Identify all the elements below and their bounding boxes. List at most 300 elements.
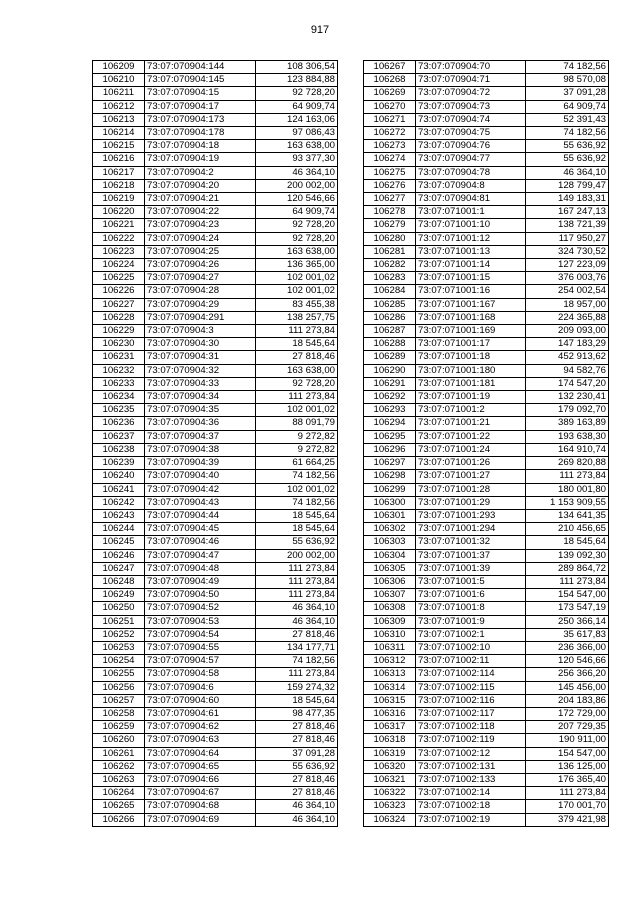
cadastral-number: 73:07:070904:45 [145, 523, 256, 536]
table-row [93, 311, 338, 324]
table-row [364, 602, 609, 615]
table-row [364, 245, 609, 258]
cadastral-value: 173 547,19 [526, 602, 609, 615]
cadastral-number: 73:07:070904:55 [145, 641, 256, 654]
cadastral-value: 139 092,30 [526, 549, 609, 562]
cadastral-value: 111 273,84 [256, 325, 338, 338]
cadastral-number: 73:07:071001:169 [416, 325, 526, 338]
cadastral-value: 127 223,09 [526, 259, 609, 272]
cadastral-number: 73:07:070904:61 [145, 707, 256, 720]
table-row [364, 430, 609, 443]
table-row [93, 668, 338, 681]
row-number: 106228 [93, 311, 145, 324]
cadastral-number: 73:07:071001:18 [416, 351, 526, 364]
cadastral-value: 193 638,30 [526, 430, 609, 443]
table-row [93, 417, 338, 430]
table-row [364, 536, 609, 549]
table-row [364, 179, 609, 192]
row-number: 106280 [364, 232, 416, 245]
cadastral-number: 73:07:070904:52 [145, 602, 256, 615]
cadastral-value: 98 477,35 [256, 707, 338, 720]
cadastral-value: 9 272,82 [256, 443, 338, 456]
cadastral-number: 73:07:071001:37 [416, 549, 526, 562]
cadastral-number: 73:07:070904:18 [145, 140, 256, 153]
cadastral-number: 73:07:070904:66 [145, 773, 256, 786]
row-number: 106281 [364, 245, 416, 258]
table-row [93, 391, 338, 404]
row-number: 106261 [93, 747, 145, 760]
row-number: 106291 [364, 377, 416, 390]
row-number: 106236 [93, 417, 145, 430]
table-row [364, 377, 609, 390]
cadastral-value: 136 365,00 [256, 259, 338, 272]
cadastral-value: 123 884,88 [256, 74, 338, 87]
cadastral-value: 64 909,74 [526, 100, 609, 113]
table-row [364, 351, 609, 364]
cadastral-number: 73:07:071001:29 [416, 496, 526, 509]
cadastral-number: 73:07:070904:291 [145, 311, 256, 324]
cadastral-value: 164 910,74 [526, 443, 609, 456]
table-row [93, 615, 338, 628]
row-number: 106294 [364, 417, 416, 430]
row-number: 106270 [364, 100, 416, 113]
table-row [93, 166, 338, 179]
cadastral-value: 163 638,00 [256, 245, 338, 258]
cadastral-number: 73:07:070904:47 [145, 549, 256, 562]
cadastral-number: 73:07:070904:58 [145, 668, 256, 681]
table-row [93, 575, 338, 588]
cadastral-number: 73:07:071001:28 [416, 483, 526, 496]
row-number: 106229 [93, 325, 145, 338]
table-row [364, 707, 609, 720]
row-number: 106283 [364, 272, 416, 285]
cadastral-number: 73:07:070904:64 [145, 747, 256, 760]
row-number: 106222 [93, 232, 145, 245]
cadastral-number: 73:07:070904:77 [416, 153, 526, 166]
cadastral-value: 138 721,39 [526, 219, 609, 232]
row-number: 106309 [364, 615, 416, 628]
row-number: 106260 [93, 734, 145, 747]
cadastral-value: 18 957,00 [526, 298, 609, 311]
row-number: 106312 [364, 655, 416, 668]
cadastral-number: 73:07:070904:63 [145, 734, 256, 747]
row-number: 106282 [364, 259, 416, 272]
cadastral-number: 73:07:070904:35 [145, 404, 256, 417]
cadastral-number: 73:07:070904:50 [145, 589, 256, 602]
table-row [364, 681, 609, 694]
cadastral-value: 94 582,76 [526, 364, 609, 377]
cadastral-number: 73:07:070904:26 [145, 259, 256, 272]
cadastral-value: 46 364,10 [256, 166, 338, 179]
page-number: 917 [310, 24, 330, 36]
table-row [364, 325, 609, 338]
cadastral-number: 73:07:070904:30 [145, 338, 256, 351]
table-row [93, 602, 338, 615]
cadastral-number: 73:07:070904:69 [145, 813, 256, 826]
cadastral-value: 55 636,92 [256, 536, 338, 549]
row-number: 106304 [364, 549, 416, 562]
cadastral-number: 73:07:070904:76 [416, 140, 526, 153]
row-number: 106246 [93, 549, 145, 562]
cadastral-value: 250 366,14 [526, 615, 609, 628]
cadastral-value: 46 364,10 [256, 615, 338, 628]
table-row [364, 140, 609, 153]
cadastral-value: 74 182,56 [256, 496, 338, 509]
cadastral-value: 46 364,10 [526, 166, 609, 179]
table-row [93, 127, 338, 140]
cadastral-value: 170 001,70 [526, 800, 609, 813]
cadastral-number: 73:07:070904:62 [145, 721, 256, 734]
cadastral-value: 159 274,32 [256, 681, 338, 694]
cadastral-number: 73:07:070904:78 [416, 166, 526, 179]
cadastral-number: 73:07:071002:133 [416, 773, 526, 786]
row-number: 106221 [93, 219, 145, 232]
row-number: 106227 [93, 298, 145, 311]
table-row [364, 404, 609, 417]
table-row [364, 206, 609, 219]
cadastral-number: 73:07:071001:39 [416, 562, 526, 575]
cadastral-number: 73:07:070904:23 [145, 219, 256, 232]
cadastral-value: 18 545,64 [256, 509, 338, 522]
cadastral-value: 379 421,98 [526, 813, 609, 826]
row-number: 106289 [364, 351, 416, 364]
cadastral-value: 124 163,06 [256, 113, 338, 126]
row-number: 106242 [93, 496, 145, 509]
cadastral-value: 102 001,02 [256, 272, 338, 285]
table-row [93, 259, 338, 272]
table-row [364, 628, 609, 641]
cadastral-number: 73:07:071001:19 [416, 391, 526, 404]
cadastral-value: 147 183,29 [526, 338, 609, 351]
cadastral-value: 149 183,31 [526, 193, 609, 206]
row-number: 106292 [364, 391, 416, 404]
table-row [364, 747, 609, 760]
cadastral-value: 209 093,00 [526, 325, 609, 338]
table-row [93, 549, 338, 562]
table-row [364, 87, 609, 100]
cadastral-value: 111 273,84 [526, 787, 609, 800]
table-row [364, 470, 609, 483]
table-row [364, 298, 609, 311]
cadastral-number: 73:07:070904:33 [145, 377, 256, 390]
row-number: 106234 [93, 391, 145, 404]
table-row [93, 747, 338, 760]
cadastral-number: 73:07:070904:29 [145, 298, 256, 311]
cadastral-value: 120 546,66 [526, 655, 609, 668]
cadastral-number: 73:07:070904:21 [145, 193, 256, 206]
cadastral-number: 73:07:071001:1 [416, 206, 526, 219]
cadastral-number: 73:07:071002:18 [416, 800, 526, 813]
table-row [93, 589, 338, 602]
row-number: 106233 [93, 377, 145, 390]
cadastral-number: 73:07:070904:53 [145, 615, 256, 628]
row-number: 106258 [93, 707, 145, 720]
cadastral-number: 73:07:071001:9 [416, 615, 526, 628]
row-number: 106277 [364, 193, 416, 206]
cadastral-number: 73:07:070904:144 [145, 61, 256, 74]
row-number: 106266 [93, 813, 145, 826]
row-number: 106317 [364, 721, 416, 734]
row-number: 106259 [93, 721, 145, 734]
table-row [93, 272, 338, 285]
row-number: 106279 [364, 219, 416, 232]
table-row [93, 113, 338, 126]
cadastral-value: 18 545,64 [526, 536, 609, 549]
cadastral-number: 73:07:071001:14 [416, 259, 526, 272]
left-table-body [93, 61, 338, 827]
row-number: 106248 [93, 575, 145, 588]
row-number: 106216 [93, 153, 145, 166]
row-number: 106238 [93, 443, 145, 456]
table-row [93, 641, 338, 654]
row-number: 106230 [93, 338, 145, 351]
cadastral-value: 269 820,88 [526, 457, 609, 470]
cadastral-value: 27 818,46 [256, 721, 338, 734]
table-row [93, 325, 338, 338]
cadastral-number: 73:07:070904:8 [416, 179, 526, 192]
cadastral-value: 46 364,10 [256, 602, 338, 615]
cadastral-value: 389 163,89 [526, 417, 609, 430]
cadastral-number: 73:07:070904:6 [145, 681, 256, 694]
row-number: 106269 [364, 87, 416, 100]
table-row [93, 351, 338, 364]
table-row [93, 298, 338, 311]
cadastral-value: 376 003,76 [526, 272, 609, 285]
row-number: 106297 [364, 457, 416, 470]
row-number: 106314 [364, 681, 416, 694]
cadastral-value: 128 799,47 [526, 179, 609, 192]
cadastral-number: 73:07:070904:40 [145, 470, 256, 483]
cadastral-number: 73:07:070904:31 [145, 351, 256, 364]
cadastral-value: 37 091,28 [526, 87, 609, 100]
table-row [93, 523, 338, 536]
cadastral-value: 93 377,30 [256, 153, 338, 166]
table-row [364, 391, 609, 404]
row-number: 106299 [364, 483, 416, 496]
row-number: 106310 [364, 628, 416, 641]
cadastral-number: 73:07:071001:168 [416, 311, 526, 324]
table-row [93, 430, 338, 443]
table-row [364, 232, 609, 245]
cadastral-value: 117 950,27 [526, 232, 609, 245]
table-row [364, 443, 609, 456]
cadastral-value: 163 638,00 [256, 140, 338, 153]
table-row [93, 787, 338, 800]
cadastral-value: 132 230,41 [526, 391, 609, 404]
row-number: 106251 [93, 615, 145, 628]
cadastral-value: 98 570,08 [526, 74, 609, 87]
row-number: 106239 [93, 457, 145, 470]
cadastral-number: 73:07:070904:178 [145, 127, 256, 140]
cadastral-number: 73:07:070904:71 [416, 74, 526, 87]
cadastral-value: 46 364,10 [256, 813, 338, 826]
cadastral-number: 73:07:070904:75 [416, 127, 526, 140]
table-row [93, 364, 338, 377]
cadastral-number: 73:07:071001:24 [416, 443, 526, 456]
row-number: 106237 [93, 430, 145, 443]
table-row [93, 219, 338, 232]
cadastral-value: 55 636,92 [256, 760, 338, 773]
cadastral-value: 179 092,70 [526, 404, 609, 417]
cadastral-number: 73:07:071001:22 [416, 430, 526, 443]
cadastral-number: 73:07:070904:72 [416, 87, 526, 100]
table-row [93, 179, 338, 192]
row-number: 106300 [364, 496, 416, 509]
cadastral-value: 92 728,20 [256, 87, 338, 100]
cadastral-number: 73:07:070904:49 [145, 575, 256, 588]
cadastral-value: 111 273,84 [526, 575, 609, 588]
row-number: 106307 [364, 589, 416, 602]
cadastral-number: 73:07:071002:118 [416, 721, 526, 734]
table-row [364, 509, 609, 522]
right-table [363, 60, 609, 827]
row-number: 106295 [364, 430, 416, 443]
table-row [93, 496, 338, 509]
row-number: 106284 [364, 285, 416, 298]
table-row [364, 153, 609, 166]
row-number: 106210 [93, 74, 145, 87]
table-row [364, 813, 609, 826]
cadastral-value: 180 001,80 [526, 483, 609, 496]
cadastral-number: 73:07:070904:57 [145, 655, 256, 668]
row-number: 106257 [93, 694, 145, 707]
cadastral-number: 73:07:071002:131 [416, 760, 526, 773]
cadastral-value: 61 664,25 [256, 457, 338, 470]
table-row [364, 615, 609, 628]
row-number: 106220 [93, 206, 145, 219]
row-number: 106211 [93, 87, 145, 100]
row-number: 106262 [93, 760, 145, 773]
cadastral-number: 73:07:070904:73 [416, 100, 526, 113]
cadastral-value: 102 001,02 [256, 404, 338, 417]
row-number: 106274 [364, 153, 416, 166]
row-number: 106320 [364, 760, 416, 773]
cadastral-number: 73:07:071001:26 [416, 457, 526, 470]
row-number: 106286 [364, 311, 416, 324]
cadastral-value: 111 273,84 [256, 575, 338, 588]
row-number: 106321 [364, 773, 416, 786]
cadastral-value: 27 818,46 [256, 351, 338, 364]
cadastral-value: 97 086,43 [256, 127, 338, 140]
cadastral-value: 111 273,84 [256, 562, 338, 575]
cadastral-number: 73:07:071001:167 [416, 298, 526, 311]
table-row [93, 773, 338, 786]
table-row [93, 74, 338, 87]
table-row [364, 575, 609, 588]
cadastral-number: 73:07:071002:12 [416, 747, 526, 760]
cadastral-value: 46 364,10 [256, 800, 338, 813]
table-row [364, 773, 609, 786]
row-number: 106275 [364, 166, 416, 179]
row-number: 106308 [364, 602, 416, 615]
row-number: 106243 [93, 509, 145, 522]
cadastral-value: 172 729,00 [526, 707, 609, 720]
cadastral-value: 289 864,72 [526, 562, 609, 575]
cadastral-number: 73:07:070904:39 [145, 457, 256, 470]
table-row [364, 562, 609, 575]
row-number: 106293 [364, 404, 416, 417]
row-number: 106273 [364, 140, 416, 153]
table-row [364, 523, 609, 536]
cadastral-value: 204 183,86 [526, 694, 609, 707]
row-number: 106267 [364, 61, 416, 74]
cadastral-number: 73:07:071001:181 [416, 377, 526, 390]
row-number: 106245 [93, 536, 145, 549]
cadastral-number: 73:07:071002:117 [416, 707, 526, 720]
table-row [364, 496, 609, 509]
table-row [93, 245, 338, 258]
row-number: 106256 [93, 681, 145, 694]
row-number: 106323 [364, 800, 416, 813]
table-row [93, 707, 338, 720]
cadastral-value: 154 547,00 [526, 747, 609, 760]
table-row [364, 61, 609, 74]
table-row [93, 87, 338, 100]
table-row [93, 681, 338, 694]
cadastral-value: 111 273,84 [256, 391, 338, 404]
cadastral-value: 236 366,00 [526, 641, 609, 654]
cadastral-number: 73:07:071001:32 [416, 536, 526, 549]
table-row [93, 800, 338, 813]
table-row [364, 800, 609, 813]
table-row [364, 787, 609, 800]
table-row [364, 285, 609, 298]
cadastral-number: 73:07:071001:17 [416, 338, 526, 351]
cadastral-value: 254 002,54 [526, 285, 609, 298]
row-number: 106268 [364, 74, 416, 87]
cadastral-number: 73:07:070904:48 [145, 562, 256, 575]
cadastral-value: 52 391,43 [526, 113, 609, 126]
cadastral-value: 145 456,00 [526, 681, 609, 694]
table-row [93, 100, 338, 113]
cadastral-number: 73:07:070904:145 [145, 74, 256, 87]
cadastral-number: 73:07:071001:16 [416, 285, 526, 298]
cadastral-number: 73:07:070904:27 [145, 272, 256, 285]
cadastral-value: 18 545,64 [256, 694, 338, 707]
table-row [93, 153, 338, 166]
cadastral-number: 73:07:070904:46 [145, 536, 256, 549]
cadastral-value: 37 091,28 [256, 747, 338, 760]
cadastral-number: 73:07:070904:74 [416, 113, 526, 126]
cadastral-number: 73:07:070904:68 [145, 800, 256, 813]
cadastral-number: 73:07:071001:10 [416, 219, 526, 232]
cadastral-number: 73:07:070904:2 [145, 166, 256, 179]
cadastral-value: 74 182,56 [256, 655, 338, 668]
cadastral-number: 73:07:071002:115 [416, 681, 526, 694]
cadastral-value: 174 547,20 [526, 377, 609, 390]
cadastral-number: 73:07:071002:14 [416, 787, 526, 800]
table-row [364, 734, 609, 747]
cadastral-number: 73:07:070904:60 [145, 694, 256, 707]
cadastral-value: 176 365,40 [526, 773, 609, 786]
row-number: 106247 [93, 562, 145, 575]
table-row [364, 127, 609, 140]
cadastral-value: 64 909,74 [256, 206, 338, 219]
cadastral-number: 73:07:070904:54 [145, 628, 256, 641]
table-row [93, 813, 338, 826]
row-number: 106298 [364, 470, 416, 483]
cadastral-value: 18 545,64 [256, 523, 338, 536]
table-row [93, 232, 338, 245]
cadastral-number: 73:07:070904:38 [145, 443, 256, 456]
row-number: 106303 [364, 536, 416, 549]
cadastral-value: 27 818,46 [256, 734, 338, 747]
table-row [93, 734, 338, 747]
table-row [364, 311, 609, 324]
cadastral-value: 200 002,00 [256, 549, 338, 562]
cadastral-value: 64 909,74 [256, 100, 338, 113]
table-row [364, 694, 609, 707]
